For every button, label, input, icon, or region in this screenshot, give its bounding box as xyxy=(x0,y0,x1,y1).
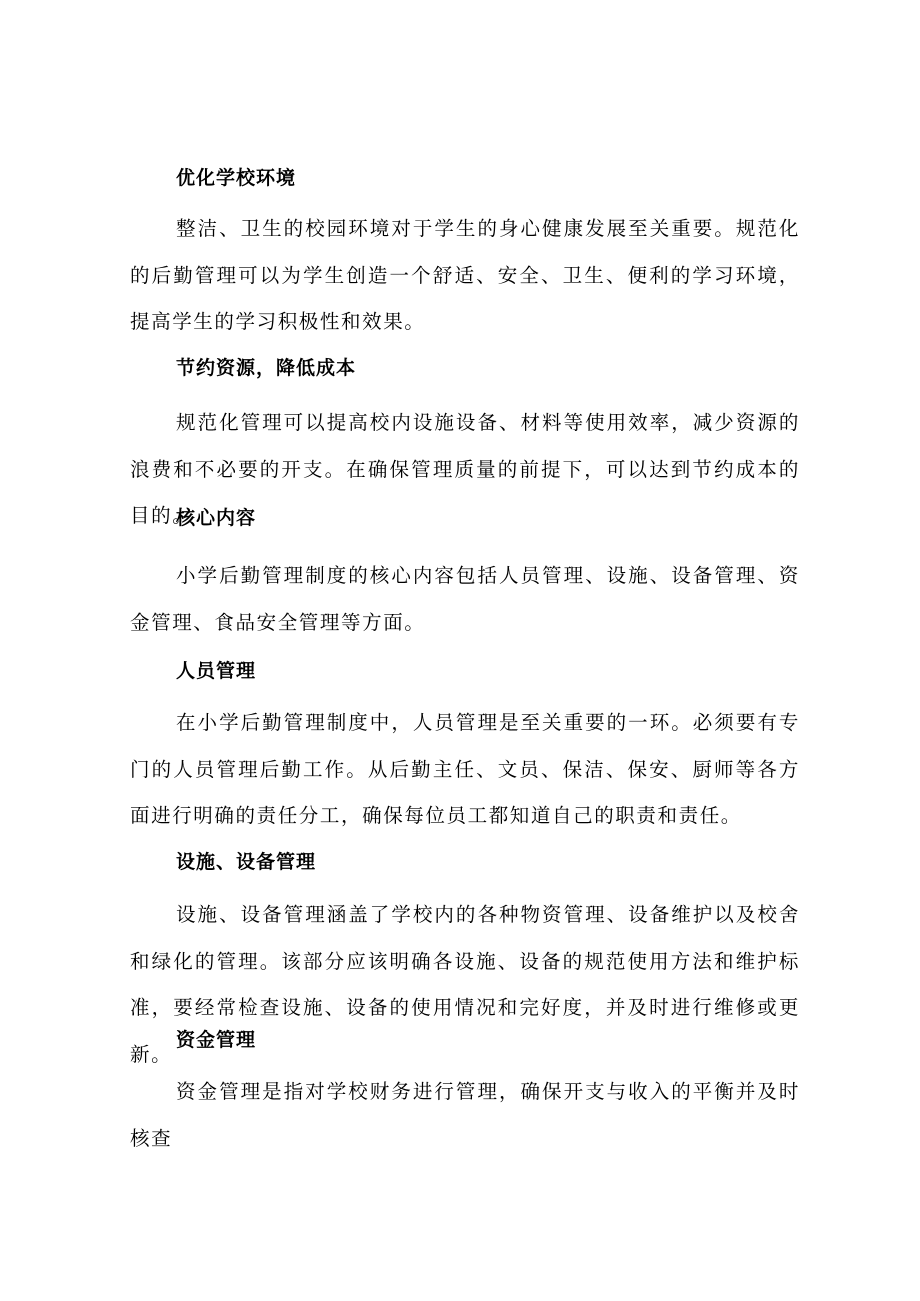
section-body-funds: 资金管理是指对学校财务进行管理，确保开支与收入的平衡并及时核查 xyxy=(130,1080,800,1150)
section-heading-core-content: 核心内容 xyxy=(176,507,257,529)
section-body-environment: 整洁、卫生的校园环境对于学生的身心健康发展至关重要。规范化的后勤管理可以为学生创造一个舒适、安全、卫生、便利的学习环境，提高学生的学习积极性和效果。 xyxy=(130,217,800,334)
section-heading-personnel: 人员管理 xyxy=(176,660,257,682)
section-heading-facilities: 设施、设备管理 xyxy=(176,851,317,873)
section-heading-funds: 资金管理 xyxy=(176,1029,257,1051)
section-heading-environment: 优化学校环境 xyxy=(176,167,297,189)
section-body-save-resources: 规范化管理可以提高校内设施设备、材料等使用效率，减少资源的浪费和不必要的开支。在确保管理质量的前提下，可以达到节约成本的目的。 xyxy=(130,411,800,528)
section-heading-save-resources: 节约资源，降低成本 xyxy=(176,357,357,379)
section-body-facilities: 设施、设备管理涵盖了学校内的各种物资管理、设备维护以及校舍和绿化的管理。该部分应该明确各设施、设备的规范使用方法和维护标准，要经常检查设施、设备的使用情况和完好度，并及时进行维修或更新。 xyxy=(130,903,800,1066)
section-body-personnel: 在小学后勤管理制度中，人员管理是至关重要的一环。必须要有专门的人员管理后勤工作。从后勤主任、文员、保洁、保安、厨师等各方面进行明确的责任分工，确保每位员工都知道自己的职责和责任。 xyxy=(130,711,800,828)
section-body-core-content: 小学后勤管理制度的核心内容包括人员管理、设施、设备管理、资金管理、食品安全管理等方面。 xyxy=(130,564,800,634)
